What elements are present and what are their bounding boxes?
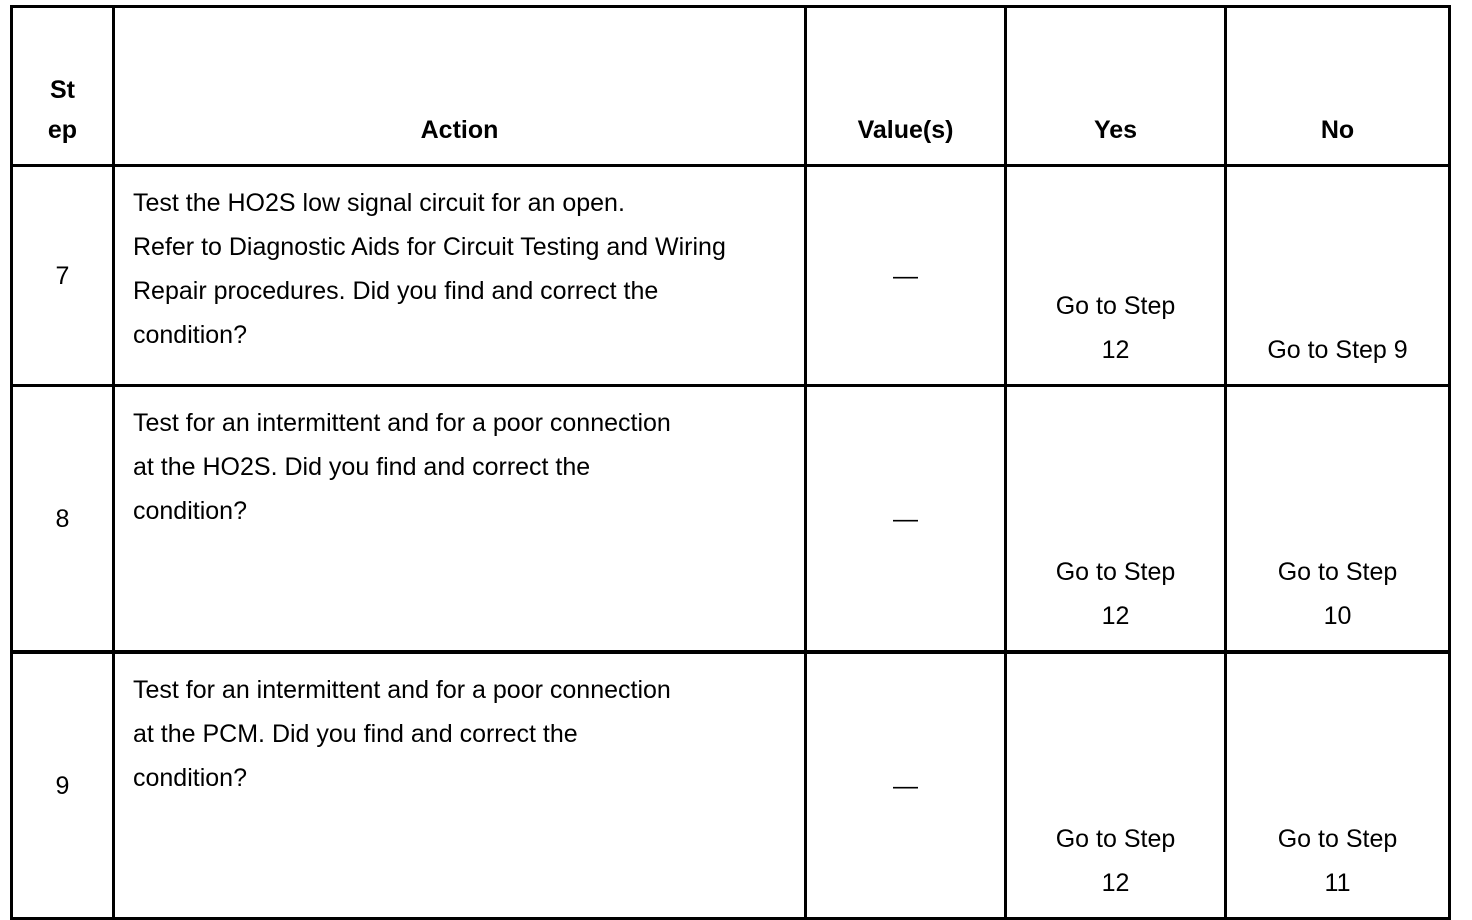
header-step-line-2: ep	[47, 116, 78, 144]
action-line: condition?	[133, 497, 247, 525]
table-row-step-9	[12, 652, 1450, 919]
action-line: condition?	[133, 764, 247, 792]
yes-line: Go to Step	[1055, 825, 1176, 853]
table-row-step-7	[12, 166, 1450, 386]
action-line: Test for an intermittent and for a poor connection	[133, 676, 671, 704]
no-cell	[1226, 386, 1450, 653]
yes-line: 12	[1101, 869, 1130, 897]
action-line: Refer to Diagnostic Aids for Circuit Testing and Wiring	[133, 233, 726, 261]
action-line: condition?	[133, 321, 247, 349]
header-row	[12, 7, 1450, 166]
action-line: Test the HO2S low signal circuit for an open.	[133, 189, 625, 217]
action-line: Repair procedures. Did you find and correct the	[133, 277, 659, 305]
value-cell: —	[806, 652, 1006, 919]
diagnostic-steps-table	[10, 5, 1451, 920]
action-text	[114, 166, 806, 386]
no-line: Go to Step	[1277, 825, 1398, 853]
yes-line: 12	[1101, 336, 1130, 364]
header-yes: Yes	[1006, 7, 1226, 166]
value-cell: —	[806, 386, 1006, 653]
yes-line: Go to Step	[1055, 558, 1176, 586]
no-line: Go to Step	[1277, 558, 1398, 586]
yes-cell	[1006, 386, 1226, 653]
header-step-line-1: St	[50, 76, 75, 104]
header-action: Action	[114, 7, 806, 166]
step-number: 7	[12, 166, 114, 386]
action-text	[114, 652, 806, 919]
yes-line: Go to Step	[1055, 292, 1176, 320]
no-line: 10	[1323, 602, 1352, 630]
value-cell: —	[806, 166, 1006, 386]
no-cell	[1226, 652, 1450, 919]
no-cell	[1226, 166, 1450, 386]
action-line: Test for an intermittent and for a poor connection	[133, 409, 671, 437]
no-line: Go to Step 9	[1267, 336, 1408, 364]
action-text	[114, 386, 806, 653]
header-values: Value(s)	[806, 7, 1006, 166]
yes-cell	[1006, 652, 1226, 919]
table-row-step-8	[12, 386, 1450, 653]
yes-cell	[1006, 166, 1226, 386]
no-line: 11	[1324, 869, 1351, 897]
step-number: 8	[12, 386, 114, 653]
header-no: No	[1226, 7, 1450, 166]
action-line: at the HO2S. Did you find and correct the	[133, 453, 591, 481]
yes-line: 12	[1101, 602, 1130, 630]
action-line: at the PCM. Did you find and correct the	[133, 720, 578, 748]
step-number: 9	[12, 652, 114, 919]
header-step	[12, 7, 114, 166]
